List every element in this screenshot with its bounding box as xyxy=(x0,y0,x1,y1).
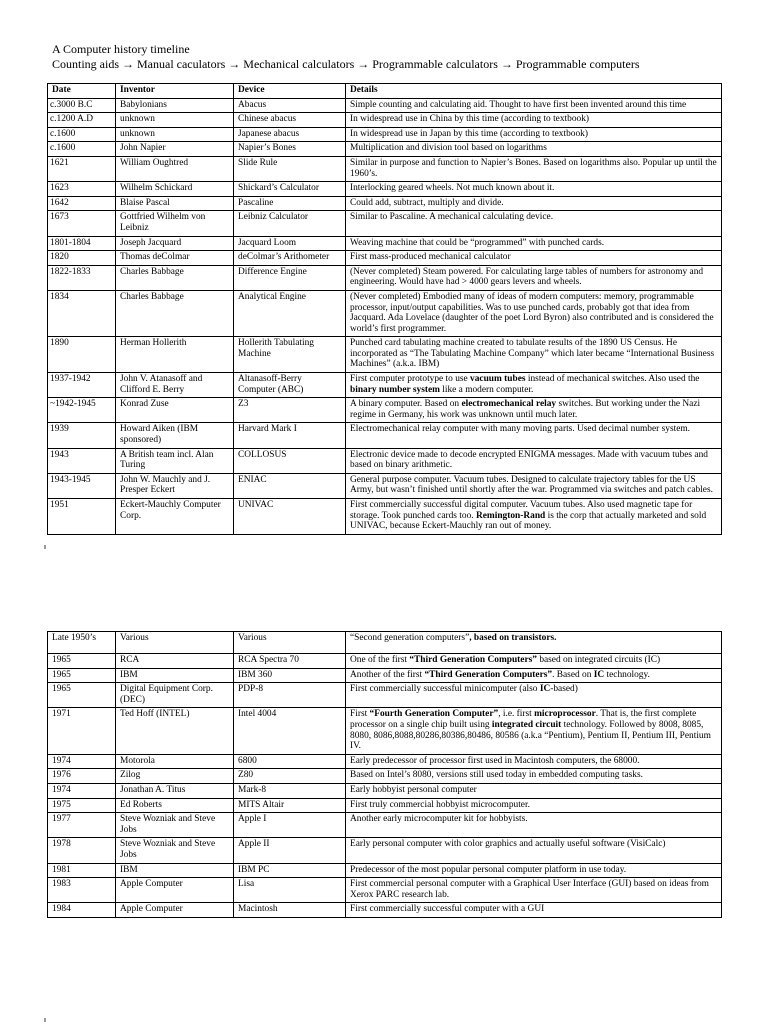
table-row xyxy=(48,398,722,423)
cell-device: Chinese abacus xyxy=(234,113,346,128)
cell-date: 1971 xyxy=(48,708,116,754)
page-edge-mark xyxy=(44,545,46,549)
cell-details: In widespread use in Japan by this time (according to textbook) xyxy=(346,127,722,142)
column-header-device: Device xyxy=(234,84,346,99)
table-row xyxy=(48,236,722,251)
cell-device: RCA Spectra 70 xyxy=(234,654,346,669)
cell-details: (Never completed) Steam powered. For calculating large tables of numbers for astronomy and engineering. Would have had > 4000 gears levers and wheels. xyxy=(346,265,722,290)
page-edge-mark xyxy=(44,1018,46,1022)
cell-device: COLLOSUS xyxy=(234,448,346,473)
details-text: . Based on xyxy=(552,669,594,680)
timeline-table-late xyxy=(47,631,722,918)
cell-inventor: Konrad Zuse xyxy=(116,398,234,423)
cell-inventor: unknown xyxy=(116,127,234,142)
cell-device: Shickard’s Calculator xyxy=(234,182,346,197)
cell-inventor: Thomas deColmar xyxy=(116,251,234,266)
details-text: First xyxy=(350,709,370,720)
cell-details xyxy=(346,683,722,708)
cell-date: 1623 xyxy=(48,182,116,197)
document-subtitle: Counting aids → Manual caculators → Mechanical calculators → Programmable calculators → Programmable computers xyxy=(52,57,640,71)
details-text: A binary computer. Based on xyxy=(350,399,462,410)
document-heading xyxy=(52,42,752,72)
cell-details: Early predecessor of processor first used in Macintosh computers, the 68000. xyxy=(346,754,722,769)
details-emphasis: integrated circuit xyxy=(491,719,562,730)
cell-device: Analytical Engine xyxy=(234,290,346,336)
cell-details xyxy=(346,654,722,669)
cell-details xyxy=(346,499,722,535)
cell-details: Electromechanical relay computer with many moving parts. Used decimal number system. xyxy=(346,423,722,448)
cell-details: Based on Intel’s 8080, versions still used today in embedded computing tasks. xyxy=(346,769,722,784)
details-emphasis: microprocessor xyxy=(534,709,596,720)
cell-inventor: Steve Wozniak and Steve Jobs xyxy=(116,813,234,838)
cell-details xyxy=(346,708,722,754)
cell-device: ENIAC xyxy=(234,473,346,498)
cell-date: 1642 xyxy=(48,196,116,211)
cell-details: First commercial personal computer with a Graphical User Interface (GUI) based on ideas from Xerox PARC research lab. xyxy=(346,878,722,903)
cell-date: c.1600 xyxy=(48,142,116,157)
column-header-inventor: Inventor xyxy=(116,84,234,99)
cell-device: Macintosh xyxy=(234,903,346,918)
table-row xyxy=(48,113,722,128)
cell-date: 1951 xyxy=(48,499,116,535)
cell-inventor: Charles Babbage xyxy=(116,265,234,290)
cell-inventor: Digital Equipment Corp. (DEC) xyxy=(116,683,234,708)
cell-inventor: Joseph Jacquard xyxy=(116,236,234,251)
cell-device: Leibniz Calculator xyxy=(234,211,346,236)
table-row xyxy=(48,290,722,336)
cell-date: 1983 xyxy=(48,878,116,903)
cell-date: 1822-1833 xyxy=(48,265,116,290)
cell-inventor: Wilhelm Schickard xyxy=(116,182,234,197)
table-row xyxy=(48,499,722,535)
cell-inventor: A British team incl. Alan Turing xyxy=(116,448,234,473)
cell-date: 1976 xyxy=(48,769,116,784)
details-text: . That is, the first complete processor on a single chip built using xyxy=(350,709,697,730)
table-row xyxy=(48,448,722,473)
table-row xyxy=(48,373,722,398)
cell-date: 1965 xyxy=(48,668,116,683)
details-text: First computer prototype to use xyxy=(350,374,471,385)
cell-details: Similar in purpose and function to Napier’s Bones. Based on logarithms also. Popular up until the 1960’s. xyxy=(346,156,722,181)
cell-date: c.3000 B.C xyxy=(48,98,116,113)
cell-inventor: Apple Computer xyxy=(116,903,234,918)
cell-device: Z80 xyxy=(234,769,346,784)
details-text: is the corp that actually marketed and sold UNIVAC, because Eckert-Mauchly ran out of money. xyxy=(350,510,707,532)
cell-date: 1974 xyxy=(48,783,116,798)
table-row xyxy=(48,708,722,754)
timeline-rows-late xyxy=(48,632,722,918)
table-row xyxy=(48,423,722,448)
cell-inventor: John W. Mauchly and J. Presper Eckert xyxy=(116,473,234,498)
cell-details xyxy=(346,373,722,398)
cell-inventor: Ted Hoff (INTEL) xyxy=(116,708,234,754)
cell-date: 1975 xyxy=(48,798,116,813)
cell-inventor: Apple Computer xyxy=(116,878,234,903)
cell-details: Simple counting and calculating aid. Thought to have first been invented around this time xyxy=(346,98,722,113)
table-row xyxy=(48,783,722,798)
cell-details xyxy=(346,632,722,654)
table-row xyxy=(48,863,722,878)
table-row xyxy=(48,668,722,683)
cell-inventor: Babylonians xyxy=(116,98,234,113)
cell-inventor: Steve Wozniak and Steve Jobs xyxy=(116,838,234,863)
cell-details: General purpose computer. Vacuum tubes. Designed to calculate trajectory tables for the US Army, but wasn’t finished until shortly after the war. Programmed via switches and patch cables. xyxy=(346,473,722,498)
table-row xyxy=(48,473,722,498)
details-emphasis: binary number system xyxy=(350,384,440,395)
cell-inventor: John Napier xyxy=(116,142,234,157)
details-emphasis: , based on transistors. xyxy=(469,633,557,643)
cell-details: First truly commercial hobbyist microcomputer. xyxy=(346,798,722,813)
cell-device: Napier’s Bones xyxy=(234,142,346,157)
table-row xyxy=(48,769,722,784)
cell-date: 1939 xyxy=(48,423,116,448)
details-text: technology. xyxy=(604,669,650,680)
table-row xyxy=(48,156,722,181)
cell-date: 1801-1804 xyxy=(48,236,116,251)
cell-details xyxy=(346,398,722,423)
cell-inventor: IBM xyxy=(116,668,234,683)
cell-device: IBM PC xyxy=(234,863,346,878)
cell-inventor: Various xyxy=(116,632,234,654)
table-row xyxy=(48,265,722,290)
cell-date: 1820 xyxy=(48,251,116,266)
table-row xyxy=(48,754,722,769)
cell-details: Electronic device made to decode encrypted ENIGMA messages. Made with vacuum tubes and based on binary arithmetic. xyxy=(346,448,722,473)
cell-device: PDP-8 xyxy=(234,683,346,708)
cell-device: 6800 xyxy=(234,754,346,769)
details-emphasis: Remington-Rand xyxy=(475,510,546,521)
table-row xyxy=(48,251,722,266)
cell-inventor: Blaise Pascal xyxy=(116,196,234,211)
cell-details: Multiplication and division tool based on logarithms xyxy=(346,142,722,157)
cell-device: deColmar’s Arithometer xyxy=(234,251,346,266)
cell-details: Early hobbyist personal computer xyxy=(346,783,722,798)
cell-device: Apple I xyxy=(234,813,346,838)
table-row xyxy=(48,632,722,654)
details-emphasis: vacuum tubes xyxy=(470,374,526,385)
cell-details: Early personal computer with color graphics and actually useful software (VisiCalc) xyxy=(346,838,722,863)
cell-date: c.1600 xyxy=(48,127,116,142)
cell-device: Various xyxy=(234,632,346,654)
cell-inventor: Howard Aiken (IBM sponsored) xyxy=(116,423,234,448)
details-text: technology. Followed by 8008, 8085, 8080, 8086,8088,80286,80386,80486, 80586 (a.k.a “Pentium), Pentium II, Pentium III, Pentium IV. xyxy=(350,719,711,752)
cell-inventor: RCA xyxy=(116,654,234,669)
cell-details: First mass-produced mechanical calculator xyxy=(346,251,722,266)
details-text: First commercially successful minicomputer (also xyxy=(350,684,540,695)
details-text: instead of mechanical switches. Also used the xyxy=(525,374,700,385)
table-row xyxy=(48,813,722,838)
details-text: First commercially successful digital computer. Vacuum tubes. Also used magnetic tape for storage. Took punched cards too. xyxy=(350,500,693,521)
details-text: like a modern computer. xyxy=(439,384,534,395)
details-emphasis: “Fourth Generation Computer” xyxy=(369,709,499,720)
cell-device: Japanese abacus xyxy=(234,127,346,142)
cell-date: ~1942-1945 xyxy=(48,398,116,423)
cell-details: Interlocking geared wheels. Not much known about it. xyxy=(346,182,722,197)
cell-inventor: Gottfried Wilhelm von Leibniz xyxy=(116,211,234,236)
cell-inventor: William Oughtred xyxy=(116,156,234,181)
cell-details: (Never completed) Embodied many of ideas of modern computers: memory, programmable processor, input/output capabilities. Was to use punched cards, probably got that idea from Jacquard. Ada Lovelace (daughter of the poet Lord Byron) also contributed and is considered the world’s first programmer. xyxy=(346,290,722,336)
cell-date: Late 1950’s xyxy=(48,632,116,654)
table-row xyxy=(48,683,722,708)
cell-device: Difference Engine xyxy=(234,265,346,290)
table-row xyxy=(48,654,722,669)
cell-details: Weaving machine that could be “programmed” with punched cards. xyxy=(346,236,722,251)
cell-device: Slide Rule xyxy=(234,156,346,181)
cell-device: Apple II xyxy=(234,838,346,863)
cell-device: UNIVAC xyxy=(234,499,346,535)
cell-date: c.1200 A.D xyxy=(48,113,116,128)
details-text: Another of the first xyxy=(350,669,425,680)
cell-device: Pascaline xyxy=(234,196,346,211)
cell-device: Harvard Mark I xyxy=(234,423,346,448)
cell-details: Predecessor of the most popular personal computer platform in use today. xyxy=(346,863,722,878)
cell-date: 1937-1942 xyxy=(48,373,116,398)
cell-date: 1965 xyxy=(48,654,116,669)
cell-date: 1673 xyxy=(48,211,116,236)
cell-device: Jacquard Loom xyxy=(234,236,346,251)
cell-date: 1834 xyxy=(48,290,116,336)
details-text: -based) xyxy=(550,684,578,695)
cell-date: 1978 xyxy=(48,838,116,863)
cell-inventor: Eckert-Mauchly Computer Corp. xyxy=(116,499,234,535)
table-row xyxy=(48,182,722,197)
details-text: based on integrated circuits (IC) xyxy=(536,655,661,665)
cell-inventor: Motorola xyxy=(116,754,234,769)
cell-inventor: unknown xyxy=(116,113,234,128)
details-text: One of the first xyxy=(350,655,410,665)
cell-details: First commercially successful computer with a GUI xyxy=(346,903,722,918)
cell-date: 1890 xyxy=(48,337,116,373)
cell-device: Altanasoff-Berry Computer (ABC) xyxy=(234,373,346,398)
cell-device: Lisa xyxy=(234,878,346,903)
cell-device: Z3 xyxy=(234,398,346,423)
details-emphasis: IC xyxy=(593,669,605,680)
cell-details xyxy=(346,668,722,683)
cell-details: Could add, subtract, multiply and divide. xyxy=(346,196,722,211)
cell-device: Abacus xyxy=(234,98,346,113)
table-row xyxy=(48,798,722,813)
details-text: “Second generation computers” xyxy=(350,633,470,643)
column-header-date: Date xyxy=(48,84,116,99)
cell-date: 1984 xyxy=(48,903,116,918)
document-title: A Computer history timeline xyxy=(52,42,190,56)
cell-date: 1981 xyxy=(48,863,116,878)
cell-inventor: John V. Atanasoff and Clifford E. Berry xyxy=(116,373,234,398)
cell-details: Similar to Pascaline. A mechanical calculating device. xyxy=(346,211,722,236)
cell-device: IBM 360 xyxy=(234,668,346,683)
table-row xyxy=(48,838,722,863)
cell-inventor: Jonathan A. Titus xyxy=(116,783,234,798)
cell-date: 1943-1945 xyxy=(48,473,116,498)
cell-inventor: Charles Babbage xyxy=(116,290,234,336)
cell-details: Another early microcomputer kit for hobbyists. xyxy=(346,813,722,838)
details-emphasis: “Third Generation Computers” xyxy=(424,669,553,680)
table-row xyxy=(48,127,722,142)
table-header-row xyxy=(48,84,722,99)
timeline-rows-early xyxy=(48,98,722,534)
details-emphasis: electromechanical relay xyxy=(461,399,557,410)
cell-device: Intel 4004 xyxy=(234,708,346,754)
details-text: switches. But working under the Nazi regime in Germany, his work was unknown until much later. xyxy=(350,399,701,420)
cell-date: 1621 xyxy=(48,156,116,181)
cell-date: 1974 xyxy=(48,754,116,769)
cell-inventor: Herman Hollerith xyxy=(116,337,234,373)
cell-device: MITS Altair xyxy=(234,798,346,813)
cell-date: 1965 xyxy=(48,683,116,708)
cell-details: Punched card tabulating machine created to tabulate results of the 1890 US Census. He incorporated as “The Tabulating Machine Company” which later became “International Business Machines” (a.k.a. IBM) xyxy=(346,337,722,373)
cell-inventor: Zilog xyxy=(116,769,234,784)
cell-date: 1977 xyxy=(48,813,116,838)
table-row xyxy=(48,142,722,157)
table-row xyxy=(48,337,722,373)
cell-device: Mark-8 xyxy=(234,783,346,798)
column-header-details: Details xyxy=(346,84,722,99)
table-row xyxy=(48,878,722,903)
table-row xyxy=(48,211,722,236)
cell-date: 1943 xyxy=(48,448,116,473)
cell-inventor: IBM xyxy=(116,863,234,878)
details-emphasis: “Third Generation Computers” xyxy=(409,655,537,665)
details-emphasis: IC xyxy=(539,684,551,695)
cell-device: Hollerith Tabulating Machine xyxy=(234,337,346,373)
table-row xyxy=(48,98,722,113)
cell-inventor: Ed Roberts xyxy=(116,798,234,813)
cell-details: In widespread use in China by this time (according to textbook) xyxy=(346,113,722,128)
details-text: , i.e. first xyxy=(498,709,535,720)
table-row xyxy=(48,903,722,918)
table-row xyxy=(48,196,722,211)
timeline-table-early xyxy=(47,83,722,535)
